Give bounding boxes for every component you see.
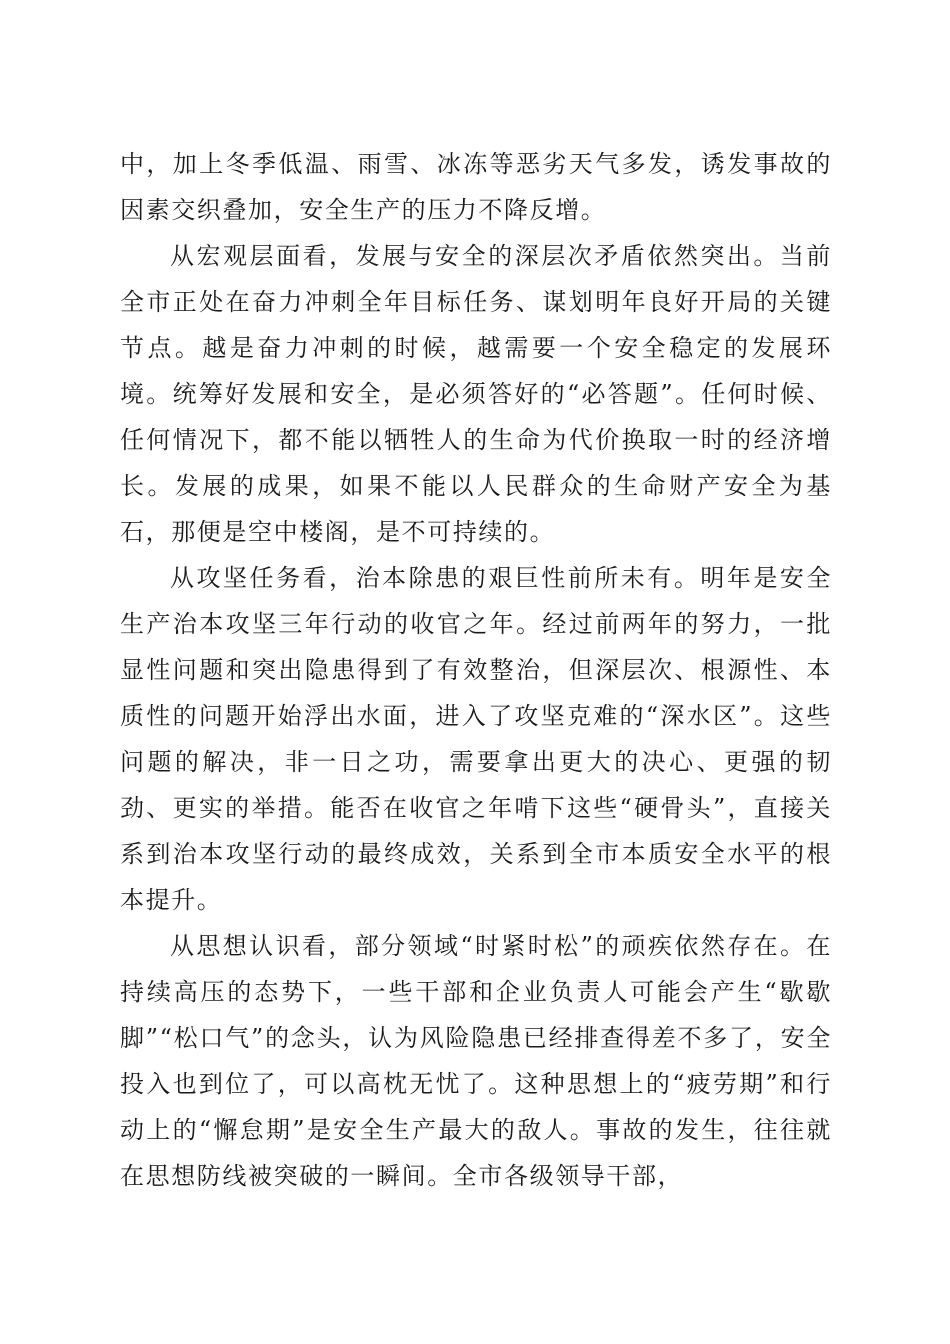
paragraph-continuation: 中，加上冬季低温、雨雪、冰冻等恶劣天气多发，诱发事故的因素交织叠加，安全生产的压力不降反增。 (120, 150, 832, 224)
paragraph-macro-level: 从宏观层面看，发展与安全的深层次矛盾依然突出。当前全市正处在奋力冲刺全年目标任务、谋划明年良好开局的关键节点。越是奋力冲刺的时候，越需要一个安全稳定的发展环境。统筹好发展和安全，是必须答好的“必答题”。任何时候、任何情况下，都不能以牺牲人的生命为代价换取一时的经济增长。发展的成果，如果不能以人民群众的生命财产安全为基石，那便是空中楼阁，是不可持续的。 (120, 242, 832, 546)
document-page (120, 141, 832, 1199)
paragraph-ideological-awareness: 从思想认识看，部分领域“时紧时松”的顽疾依然存在。在持续高压的态势下，一些干部和企业负责人可能会产生“歇歇脚”“松口气”的念头，认为风险隐患已经排查得差不多了，安全投入也到位了，可以高枕无忧了。这种思想上的“疲劳期”和行动上的“懈怠期”是安全生产最大的敌人。事故的发生，往往就在思想防线被突破的一瞬间。全市各级领导干部， (120, 932, 832, 1190)
paragraph-tough-tasks: 从攻坚任务看，治本除患的艰巨性前所未有。明年是安全生产治本攻坚三年行动的收官之年。经过前两年的努力，一批显性问题和突出隐患得到了有效整治，但深层次、根源性、本质性的问题开始浮出水面，进入了攻坚克难的“深水区”。这些问题的解决，非一日之功，需要拿出更大的决心、更强的韧劲、更实的举措。能否在收官之年啃下这些“硬骨头”，直接关系到治本攻坚行动的最终成效，关系到全市本质安全水平的根本提升。 (120, 564, 832, 914)
